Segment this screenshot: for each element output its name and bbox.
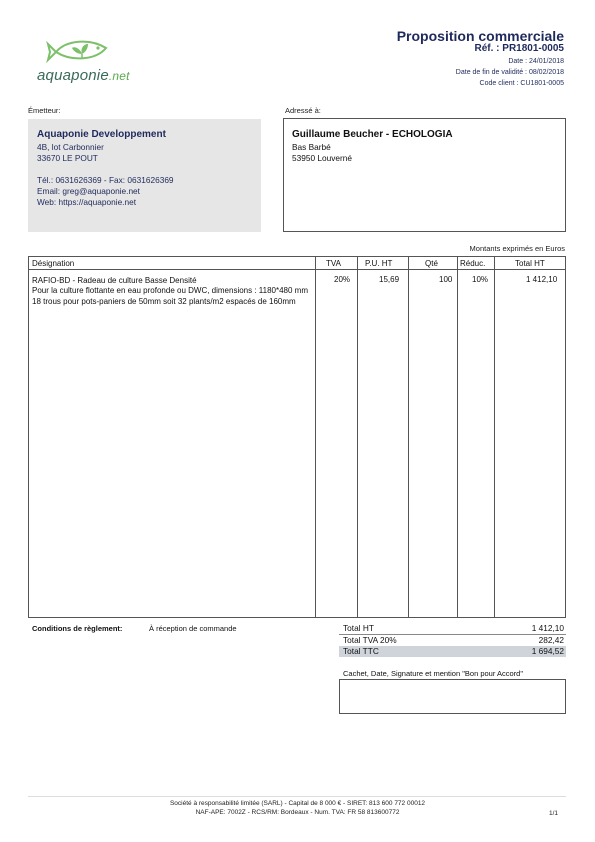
column-divider <box>494 256 495 618</box>
sender-address-1: 4B, lot Carbonnier <box>37 142 104 152</box>
header-discount: Réduc. <box>460 259 486 268</box>
sender-address-2: 33670 LE POUT <box>37 153 98 163</box>
footer-legal-1: Société à responsabilité limitée (SARL) - Capital de 8 000 € - SIRET: 813 600 772 00012 <box>169 800 426 807</box>
header-total-ht: Total HT <box>515 259 545 268</box>
item-total-ht: 1 412,10 <box>526 275 558 284</box>
item-quantity: 100 <box>439 275 453 284</box>
total-tva-row <box>339 635 566 646</box>
document-reference: Réf. : PR1801-0005 <box>474 43 564 54</box>
logo-text-suffix: .net <box>108 69 130 83</box>
item-unit-price: 15,69 <box>379 275 400 284</box>
recipient-address-2: 53950 Louverné <box>292 153 352 163</box>
sender-name: Aquaponie Developpement <box>37 129 166 140</box>
column-divider <box>357 256 358 618</box>
signature-label: Cachet, Date, Signature et mention "Bon pour Accord" <box>343 669 524 678</box>
sender-web: Web: https://aquaponie.net <box>37 197 137 207</box>
validity-date: Date de fin de validité : 08/02/2018 <box>455 69 564 76</box>
item-discount: 10% <box>472 275 489 284</box>
recipient-name: Guillaume Beucher - ECHOLOGIA <box>292 129 453 140</box>
item-description-2: 18 trous pour pots-paniers de 50mm soit 32 plants/m2 espacés de 160mm <box>32 296 296 306</box>
total-ttc-value: 1 694,52 <box>531 646 564 656</box>
table-row-designation <box>32 276 313 307</box>
sender-phone: Tél.: 0631626369 - Fax: 0631626369 <box>37 175 174 185</box>
item-title: RAFIO-BD - Radeau de culture Basse Densité <box>32 276 197 285</box>
total-ttc-row <box>339 646 566 657</box>
total-tva-value: 282,42 <box>538 635 564 645</box>
payment-conditions-value: À réception de commande <box>149 624 237 633</box>
header-unit-price: P.U. HT <box>365 259 393 268</box>
footer-divider <box>28 796 566 797</box>
column-divider <box>315 256 316 618</box>
signature-box[interactable] <box>339 679 566 714</box>
column-divider <box>408 256 409 618</box>
page-number: 1/1 <box>548 810 558 817</box>
total-ht-label: Total HT <box>343 623 374 633</box>
document-date: Date : 24/01/2018 <box>508 58 564 65</box>
sender-email: Email: greg@aquaponie.net <box>37 186 140 196</box>
footer-legal-2: NAF-APE: 7002Z - RCS/RM: Bordeaux - Num. TVA: FR 58 813600772 <box>195 809 400 816</box>
total-tva-label: Total TVA 20% <box>343 635 397 645</box>
items-table <box>28 256 566 618</box>
total-ttc-label: Total TTC <box>343 646 379 656</box>
currency-note: Montants exprimés en Euros <box>469 244 565 253</box>
document-title: Proposition commerciale <box>396 28 564 44</box>
total-ht-row <box>339 623 566 634</box>
aquaponie-logo-fish-icon <box>34 34 144 94</box>
total-ht-value: 1 412,10 <box>531 623 564 633</box>
logo-wordmark <box>37 67 130 84</box>
recipient-address-1: Bas Barbé <box>292 142 331 152</box>
logo-text-main: aquaponie <box>37 67 109 84</box>
recipient-label: Adressé à: <box>285 106 321 115</box>
client-code: Code client : CU1801-0005 <box>479 80 564 87</box>
header-tva: TVA <box>326 259 341 268</box>
header-designation: Désignation <box>32 259 75 268</box>
sender-label: Émetteur: <box>28 106 61 115</box>
item-description-1: Pour la culture flottante en eau profonde ou DWC, dimensions : 1180*480 mm <box>32 286 309 296</box>
item-tva: 20% <box>334 275 351 284</box>
header-quantity: Qté <box>425 259 438 268</box>
column-divider <box>457 256 458 618</box>
payment-conditions-label: Conditions de règlement: <box>32 624 123 633</box>
